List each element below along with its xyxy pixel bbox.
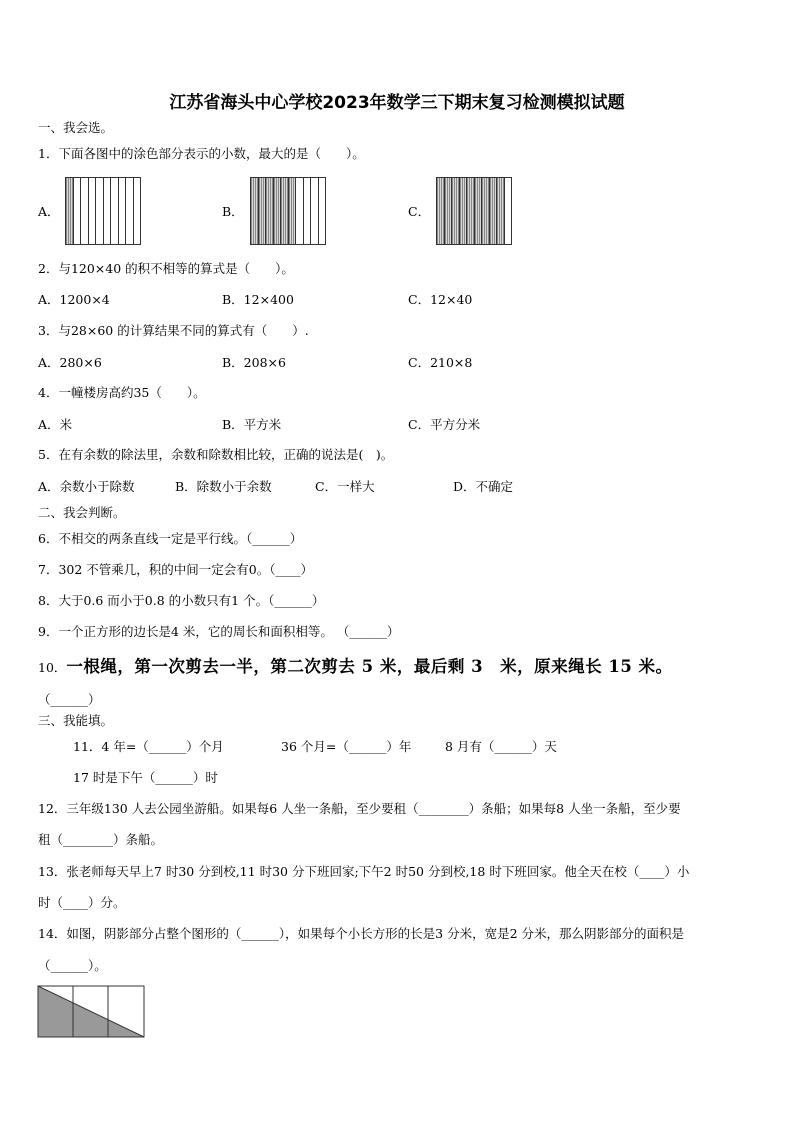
section-3-heading: 三、我能填。 xyxy=(38,713,114,728)
q5-option-a: A．余数小于除数 xyxy=(38,479,135,494)
q14-shaded-figure xyxy=(37,985,145,1038)
q1-figure-b xyxy=(250,177,326,245)
section-1-heading: 一、我会选。 xyxy=(38,120,114,135)
question-3: 3．与28×60 的计算结果不同的算式有（ ）. xyxy=(38,323,309,338)
question-10-text: 一根绳，第一次剪去一半，第二次剪去 5 米，最后剩 3 米，原来绳长 15 米。 xyxy=(66,657,673,676)
q1-option-b-label: B． xyxy=(222,204,244,219)
question-4: 4．一幢楼房高约35（ ）。 xyxy=(38,385,206,400)
q1-option-a-label: A． xyxy=(38,204,60,219)
question-13-line-2: 时（____）分。 xyxy=(38,895,126,910)
q3-option-b: B．208×6 xyxy=(222,355,286,370)
question-7: 7．302 不管乘几，积的中间一定会有0。（____） xyxy=(38,562,313,577)
question-11-part-c: 8 月有（______）天 xyxy=(445,739,557,754)
question-9: 9．一个正方形的边长是4 米，它的周长和面积相等。 （______） xyxy=(38,624,400,639)
question-11-part-a: 11．4 年=（______）个月 xyxy=(73,739,224,754)
q2-option-a: A．1200×4 xyxy=(38,292,110,307)
question-14-line-1: 14．如图，阴影部分占整个图形的（______），如果每个小长方形的长是3 分米，宽是2 分米，那么阴影部分的面积是 xyxy=(38,926,685,941)
q2-option-b: B．12×400 xyxy=(222,292,294,307)
question-6: 6．不相交的两条直线一定是平行线。（______） xyxy=(38,531,303,546)
question-1: 1．下面各图中的涂色部分表示的小数，最大的是（ ）。 xyxy=(38,146,365,161)
q5-option-d: D．不确定 xyxy=(453,479,514,494)
question-11-part-d: 17 时是下午（______）时 xyxy=(73,770,218,785)
question-13-line-1: 13．张老师每天早上7 时30 分到校,11 时30 分下班回家;下午2 时50 分到校,18 时下班回家。他全天在校（____）小 xyxy=(38,864,690,879)
q5-option-c: C．一样大 xyxy=(315,479,375,494)
q4-option-c: C．平方分米 xyxy=(408,417,481,432)
question-10-number: 10． xyxy=(38,660,67,675)
question-8: 8．大于0.6 而小于0.8 的小数只有1 个。（______） xyxy=(38,593,325,608)
question-11-part-b: 36 个月=（______）年 xyxy=(281,739,412,754)
q4-option-b: B．平方米 xyxy=(222,417,282,432)
q1-figure-a xyxy=(65,177,141,245)
q4-option-a: A．米 xyxy=(38,417,73,432)
question-2: 2．与120×40 的积不相等的算式是（ ）。 xyxy=(38,261,294,276)
question-14-line-2: （______）。 xyxy=(38,958,107,973)
question-12-line-1: 12．三年级130 人去公园坐游船。如果每6 人坐一条船，至少要租（________）条船；如果每8 人坐一条船，至少要 xyxy=(38,801,681,816)
section-2-heading: 二、我会判断。 xyxy=(38,505,126,520)
q3-option-a: A．280×6 xyxy=(38,355,102,370)
q14-shaded-triangle xyxy=(38,986,144,1037)
page-title: 江苏省海头中心学校2023年数学三下期末复习检测模拟试题 xyxy=(169,93,625,113)
question-10-blank: （______） xyxy=(38,692,101,707)
q1-option-c-label: C． xyxy=(408,204,431,219)
q5-option-b: B．除数小于余数 xyxy=(175,479,272,494)
question-10 xyxy=(38,659,673,676)
q1-figure-c xyxy=(436,177,512,245)
q3-option-c: C．210×8 xyxy=(408,355,473,370)
question-5: 5．在有余数的除法里，余数和除数相比较，正确的说法是( )。 xyxy=(38,447,394,462)
question-12-line-2: 租（________）条船。 xyxy=(38,832,164,847)
q2-option-c: C．12×40 xyxy=(408,292,473,307)
